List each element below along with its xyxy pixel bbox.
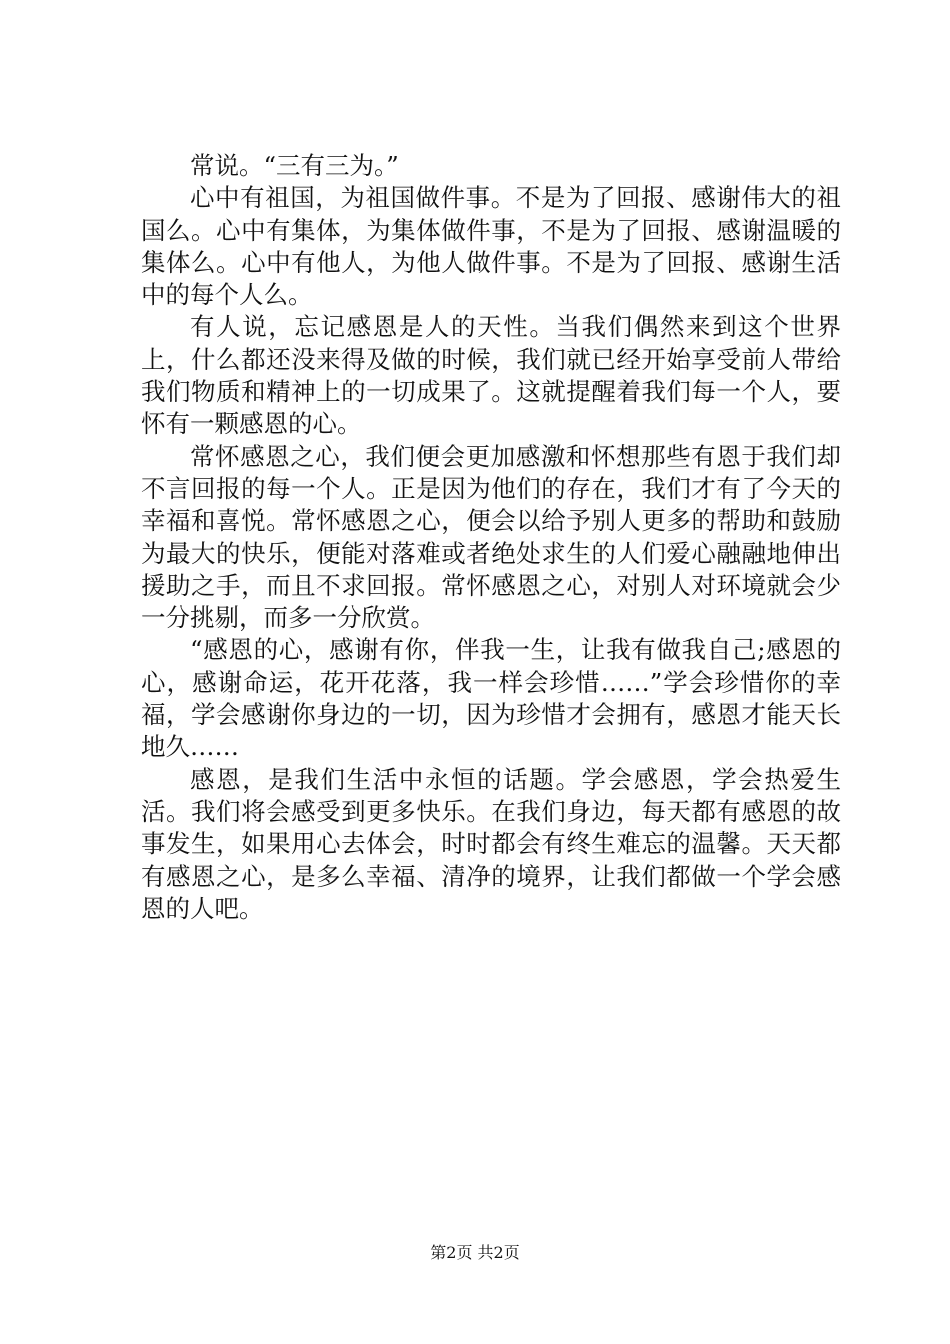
paragraph-3: 有人说，忘记感恩是人的天性。当我们偶然来到这个世界上，什么都还没来得及做的时候，我们就已经开始享受前人带给我们物质和精神上的一切成果了。这就提醒着我们每一个人，要怀有一颗感恩的心。 <box>141 312 841 439</box>
document-body <box>141 150 841 925</box>
paragraph-1: 常说。“三有三为。” <box>190 151 399 180</box>
paragraph-5: “感恩的心，感谢有你，伴我一生，让我有做我自己;感恩的心，感谢命运，花开花落，我一样会珍惜……”学会珍惜你的幸福，学会感谢你身边的一切，因为珍惜才会拥有，感恩才能天长地久…… <box>141 635 841 762</box>
paragraph-6: 感恩，是我们生活中永恒的话题。学会感恩，学会热爱生活。我们将会感受到更多快乐。在我们身边，每天都有感恩的故事发生，如果用心去体会，时时都会有终生难忘的温馨。天天都有感恩之心，是多么幸福、清净的境界，让我们都做一个学会感恩的人吧。 <box>141 764 841 923</box>
paragraph-4: 常怀感恩之心，我们便会更加感激和怀想那些有恩于我们却不言回报的每一个人。正是因为他们的存在，我们才有了今天的幸福和喜悦。常怀感恩之心，便会以给予别人更多的帮助和鼓励为最大的快乐，便能对落难或者绝处求生的人们爱心融融地伸出援助之手，而且不求回报。常怀感恩之心，对别人对环境就会少一分挑剔，而多一分欣赏。 <box>141 441 841 633</box>
page-number-footer: 第2页 共2页 <box>430 1243 520 1262</box>
paragraph-2: 心中有祖国，为祖国做件事。不是为了回报、感谢伟大的祖国么。心中有集体，为集体做件事，不是为了回报、感谢温暖的集体么。心中有他人，为他人做件事。不是为了回报、感谢生活中的每个人么。 <box>141 183 841 310</box>
